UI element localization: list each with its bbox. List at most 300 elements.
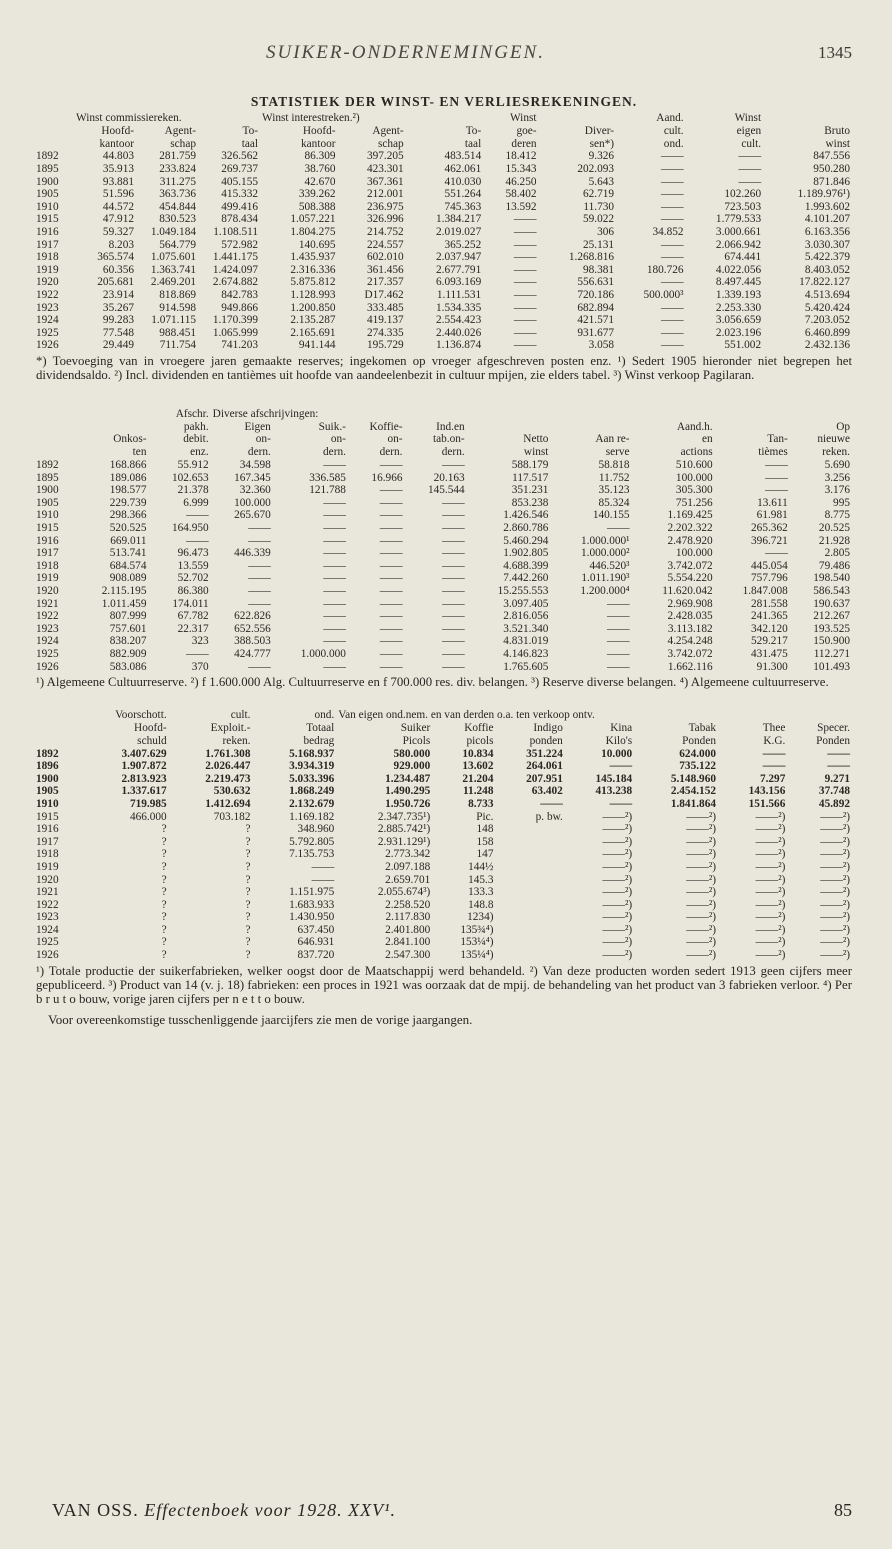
value-cell: 135¼⁴)	[460, 949, 494, 962]
profit-loss-table	[36, 112, 852, 352]
value-cell: ——	[765, 547, 788, 560]
value-cell: 3.176	[824, 484, 850, 497]
table1-notes	[36, 354, 852, 382]
value-cell: 508.388	[298, 200, 336, 213]
value-cell: 1234)	[467, 911, 494, 924]
value-cell: ——	[311, 860, 335, 873]
value-cell: 281.759	[159, 150, 196, 163]
table3-column-header	[36, 709, 74, 722]
value-cell: 682.894	[577, 301, 615, 314]
table-row	[36, 302, 852, 315]
value-cell: 212.267	[813, 610, 850, 623]
table1-column-header	[539, 112, 617, 125]
advances-production-table	[36, 709, 852, 961]
table2-note: ¹) Algemeene Cultuurreserve. ²) f 1.600.000 Alg. Cultuurreserve en f 700.000 res. div. belangen. ³) Reserve diverse belangen. ⁴) Algemeene cultuurreserve.	[36, 675, 829, 690]
value-cell: ——	[513, 288, 537, 301]
value-cell: 370	[191, 660, 209, 673]
value-cell: 413.238	[595, 785, 633, 798]
table-row	[36, 264, 852, 277]
value-cell: 145.184	[595, 772, 633, 785]
value-cell: ——²)	[820, 911, 850, 924]
value-cell: 745.363	[444, 200, 482, 213]
table1-column-header: ond.	[663, 137, 684, 150]
value-cell: ——	[513, 314, 537, 327]
running-header	[36, 42, 852, 86]
value-cell: 2.547.300	[385, 949, 431, 962]
value-cell	[495, 861, 564, 874]
year-cell: 1892	[36, 150, 59, 163]
value-cell: 3.113.182	[667, 622, 713, 635]
table-row	[36, 899, 852, 912]
value-cell: ——	[442, 496, 465, 509]
value-cell: 143.156	[748, 785, 786, 798]
value-cell: 2.023.196	[715, 326, 762, 339]
table2-body	[36, 459, 852, 673]
value-cell: 2.931.129¹)	[377, 835, 431, 848]
closing-note: Voor overeenkomstige tusschenliggende jaarcijfers zie men de vorige jaargangen.	[48, 1011, 473, 1027]
table3-note: ¹) Totale productie der suikerfabrieken, welker oogst door de Maatschappij werd behandeld. ²) Van deze producten worden sedert 1913 geen cijfers meer gepubliceerd. ³) Product van 14 (v. j. 18) fabrieken: een proces in 1921 was oorzaak dat de mpij. de behandeling van het product van 3 fabrieken verloor. ⁴) Per b r u t o bouw, vorige jaren cijfers per n e t t o bouw.	[36, 963, 852, 1006]
table2-header-row	[36, 433, 852, 446]
table1-title: STATISTIEK DER WINST- EN VERLIESREKENINGEN.	[250, 94, 638, 109]
table3-body	[36, 748, 852, 962]
value-cell: 7.203.052	[804, 314, 850, 327]
value-cell: 1.000.000¹	[580, 534, 630, 547]
table2-column-header: en	[701, 433, 713, 446]
value-cell: 102.260	[724, 188, 762, 201]
value-cell: ——	[827, 760, 850, 773]
value-cell: 202.093	[577, 162, 615, 175]
table2-column-header: tièmes	[758, 446, 788, 459]
table3-column-header: Ponden	[682, 734, 716, 747]
value-cell: ——	[660, 326, 684, 339]
table3-column-header: bedrag	[303, 734, 335, 747]
value-cell: ——	[765, 459, 788, 472]
value-cell: 551.002	[724, 339, 762, 352]
value-cell: ——	[606, 610, 630, 623]
table-row	[36, 661, 852, 674]
value-cell: 3.030.307	[804, 238, 850, 251]
table-row	[36, 484, 852, 497]
table1-column-header: Aand.	[656, 112, 684, 124]
value-cell: 1.234.487	[385, 772, 431, 785]
value-cell: ——	[765, 471, 788, 484]
value-cell: 1.761.308	[205, 747, 251, 760]
year-cell: 1905	[36, 188, 59, 201]
value-cell: ——	[738, 175, 762, 188]
value-cell: 38.760	[304, 162, 336, 175]
value-cell: 499.416	[221, 200, 258, 213]
value-cell: 148.8	[468, 898, 494, 911]
value-cell: 1.169.182	[289, 810, 335, 823]
value-cell: 757.601	[109, 622, 147, 635]
value-cell: 1.200.850	[290, 301, 336, 314]
table2-column-header: Onkos-	[113, 433, 147, 446]
value-cell: ——	[513, 339, 537, 352]
value-cell: 2.135.287	[290, 314, 336, 327]
value-cell: ——	[323, 534, 346, 547]
value-cell: ——	[186, 647, 209, 660]
table3-column-header: Tabak	[688, 721, 716, 734]
value-cell: 100.000	[675, 471, 713, 484]
value-cell: 2.454.152	[670, 785, 716, 798]
table1-column-header: goe-	[516, 124, 537, 137]
table-row	[36, 226, 852, 239]
value-cell: 2.132.679	[289, 797, 335, 810]
value-cell: 410.030	[444, 175, 482, 188]
value-cell: ——²)	[755, 886, 786, 899]
table2-column-header: on-	[255, 433, 271, 446]
table3-column-header: Kilo's	[605, 734, 633, 747]
year-cell: 1915	[36, 213, 59, 226]
value-cell: 466.000	[129, 810, 167, 823]
value-cell: 723.503	[724, 200, 762, 213]
value-cell: ——	[442, 635, 465, 648]
value-cell: 842.783	[221, 288, 258, 301]
value-cell: 2.813.923	[121, 772, 167, 785]
value-cell: ?	[161, 923, 167, 936]
table2-column-header: on-	[330, 433, 346, 446]
value-cell: 214.752	[366, 225, 404, 238]
value-cell: 1.412.694	[205, 797, 251, 810]
value-cell: 100.000	[675, 547, 713, 560]
value-cell: ——	[379, 534, 403, 547]
value-cell: 7.442.260	[503, 572, 549, 585]
value-cell: ——²)	[686, 810, 716, 823]
value-cell: ——	[442, 459, 465, 472]
value-cell: 2.969.908	[667, 597, 713, 610]
value-cell: 305.300	[675, 484, 713, 497]
value-cell: 415.332	[221, 188, 258, 201]
value-cell: 2.478.920	[667, 534, 713, 547]
value-cell: ?	[161, 911, 167, 924]
value-cell: 158	[476, 835, 494, 848]
table-row	[36, 836, 852, 849]
table1-column-header: Agent-	[164, 124, 196, 137]
value-cell: 1.011.459	[101, 597, 147, 610]
table2-column-header: Suik.-	[318, 420, 346, 433]
value-cell: 15.343	[505, 162, 537, 175]
value-cell: ——	[442, 647, 465, 660]
value-cell: ——²)	[755, 810, 786, 823]
table1-column-header: Hoofd-	[101, 124, 134, 137]
value-cell: ?	[161, 848, 167, 861]
year-cell: 1920	[36, 276, 59, 289]
year-cell: 1923	[36, 301, 59, 314]
value-cell: 4.022.056	[715, 263, 762, 276]
value-cell	[495, 886, 564, 899]
value-cell: ?	[161, 949, 167, 962]
value-cell: 1.435.937	[290, 251, 336, 264]
value-cell: 2.219.473	[205, 772, 251, 785]
value-cell: 995	[833, 496, 850, 509]
value-cell: 1.268.816	[568, 251, 615, 264]
value-cell: 586.543	[813, 585, 850, 598]
value-cell: 3.097.405	[503, 597, 549, 610]
value-cell: 1.765.605	[503, 660, 549, 673]
table-row	[36, 585, 852, 598]
value-cell: 9.271	[824, 772, 850, 785]
year-cell: 1919	[36, 263, 59, 276]
value-cell: 34.852	[652, 225, 684, 238]
value-cell: ——	[513, 225, 537, 238]
value-cell: 2.885.742¹)	[377, 823, 431, 836]
table3-column-header: K.G.	[763, 734, 786, 747]
value-cell: ——	[660, 251, 684, 264]
value-cell: 551.264	[444, 188, 482, 201]
value-cell: 830.523	[159, 213, 196, 226]
value-cell: 93.881	[102, 175, 134, 188]
value-cell: 167.345	[234, 471, 271, 484]
value-cell: 622.826	[234, 610, 271, 623]
table3-column-header: picols	[466, 734, 494, 747]
value-cell: 929.000	[393, 760, 431, 773]
value-cell: 908.089	[109, 572, 147, 585]
year-cell: 1900	[36, 175, 59, 188]
value-cell: 988.451	[159, 326, 196, 339]
value-cell: 147	[476, 848, 494, 861]
value-cell: 847.556	[813, 150, 850, 163]
table2-column-header: enz.	[190, 446, 209, 459]
value-cell: 10.834	[462, 747, 494, 760]
value-cell: 949.866	[221, 301, 258, 314]
value-cell: 4.254.248	[667, 635, 713, 648]
year-cell: 1900	[36, 484, 59, 497]
value-cell	[495, 899, 564, 912]
table1-header-row	[36, 112, 852, 125]
value-cell: 15.255.553	[497, 585, 549, 598]
value-cell: 807.999	[109, 610, 147, 623]
year-cell: 1919	[36, 860, 59, 873]
value-cell: 59.022	[582, 213, 615, 226]
table3-column-header: Totaal	[306, 721, 335, 734]
value-cell: ——²)	[602, 860, 633, 873]
value-cell	[495, 836, 564, 849]
value-cell: 1.169.425	[667, 509, 713, 522]
value-cell: 207.951	[526, 772, 563, 785]
value-cell: 2.026.447	[205, 760, 251, 773]
value-cell: 446.339	[234, 547, 271, 560]
value-cell: 530.632	[213, 785, 251, 798]
table2-column-header: serve	[605, 446, 630, 459]
value-cell: 99.283	[102, 314, 134, 327]
table1-note: *) Toevoeging van in vroegere jaren gemaakte reserves; ingekomen op vroeger afgeschreven posten enz. ¹) Sedert 1905 hieronder niet begrepen het dividendsaldo. ²) Incl. dividenden en tantièmes uit hoofde van aandeelenbezit in cultuur mpijen, zie elders tabel. ³) Winst verkoop Pagilaran.	[36, 353, 852, 382]
value-cell: 63.402	[531, 785, 563, 798]
table-row	[36, 610, 852, 623]
value-cell: ?	[245, 823, 251, 836]
value-cell: ——	[827, 747, 850, 760]
value-cell: ?	[245, 949, 251, 962]
value-cell: 17.822.127	[799, 276, 850, 289]
value-cell: 1.108.511	[213, 225, 258, 238]
table2-column-header: Afschr.	[175, 407, 209, 420]
value-cell: 10.000	[601, 747, 633, 760]
table1-column-header: Winst commissiereken.	[76, 112, 182, 124]
value-cell: 86.309	[304, 150, 336, 163]
value-cell: ——	[379, 622, 403, 635]
value-cell: 85.324	[598, 496, 630, 509]
value-cell: ——²)	[755, 848, 786, 861]
table-row	[36, 949, 852, 962]
value-cell: ——	[738, 150, 762, 163]
value-cell: ——²)	[820, 860, 850, 873]
value-cell: 336.585	[309, 471, 346, 484]
footer-source-volume: XXV¹.	[348, 1500, 397, 1520]
value-cell: 8.203	[108, 238, 134, 251]
value-cell: ——	[609, 760, 633, 773]
table-row	[36, 459, 852, 472]
value-cell: ——	[186, 534, 209, 547]
value-cell: 5.643	[588, 175, 615, 188]
value-cell: ——²)	[820, 835, 850, 848]
value-cell: ——	[606, 597, 630, 610]
value-cell: 4.513.694	[804, 288, 850, 301]
value-cell: 193.525	[813, 622, 850, 635]
value-cell: ——	[442, 559, 465, 572]
value-cell: ——²)	[755, 873, 786, 886]
value-cell: ——²)	[686, 823, 716, 836]
value-cell: 388.503	[234, 635, 271, 648]
value-cell: 20.525	[818, 522, 850, 535]
table-row	[36, 339, 852, 352]
value-cell: 674.441	[724, 251, 762, 264]
value-cell: ——	[442, 547, 465, 560]
value-cell: 233.824	[159, 162, 196, 175]
value-cell: 100.000	[234, 496, 271, 509]
value-cell: 348.960	[297, 823, 335, 836]
table3-header	[36, 709, 852, 747]
running-title: SUIKER-ONDERNEMINGEN.	[266, 42, 545, 63]
year-cell: 1925	[36, 647, 59, 660]
value-cell: 711.754	[159, 339, 196, 352]
year-cell: 1924	[36, 635, 59, 648]
table1-header-row	[36, 125, 852, 138]
year-cell: 1917	[36, 547, 59, 560]
value-cell: 11.248	[463, 785, 494, 798]
value-cell: 51.596	[102, 188, 134, 201]
value-cell: 941.144	[298, 339, 336, 352]
value-cell: 421.571	[577, 314, 615, 327]
value-cell: ——²)	[686, 873, 716, 886]
footer-source-prefix: VAN OSS.	[52, 1500, 139, 1520]
value-cell: ——	[379, 647, 403, 660]
value-cell: 396.721	[751, 534, 788, 547]
value-cell: ——	[323, 660, 346, 673]
year-cell: 1918	[36, 251, 59, 264]
value-cell: 133.3	[468, 886, 494, 899]
value-cell: ——	[323, 622, 346, 635]
value-cell: ——	[660, 238, 684, 251]
table2-column-header: ten	[132, 446, 147, 459]
value-cell: 2.432.136	[804, 339, 850, 352]
value-cell: ——	[379, 572, 403, 585]
table2-header-row	[36, 446, 852, 459]
value-cell: 3.056.659	[715, 314, 762, 327]
year-cell: 1920	[36, 873, 59, 886]
value-cell: 397.205	[366, 150, 404, 163]
value-cell: ——²)	[602, 923, 633, 936]
value-cell: ——	[248, 660, 271, 673]
value-cell: ——²)	[602, 810, 633, 823]
value-cell: 21.378	[177, 484, 209, 497]
value-cell: ?	[161, 886, 167, 899]
footer-source	[36, 1500, 396, 1521]
value-cell: 112.271	[813, 647, 850, 660]
value-cell: 483.514	[444, 150, 482, 163]
table-row	[36, 289, 852, 302]
value-cell: 150.900	[813, 635, 850, 648]
value-cell: ——²)	[820, 949, 850, 962]
value-cell: 42.670	[304, 175, 336, 188]
value-cell: ——	[442, 597, 465, 610]
value-cell: 1.868.249	[289, 785, 335, 798]
value-cell: ——	[513, 238, 537, 251]
value-cell: ——	[323, 635, 346, 648]
value-cell: 7.135.753	[289, 848, 335, 861]
table2-column-header: actions	[680, 446, 713, 459]
value-cell: ——	[660, 213, 684, 226]
year-cell: 1917	[36, 835, 59, 848]
value-cell: 446.520³	[589, 559, 630, 572]
value-cell: 1.950.726	[385, 797, 431, 810]
value-cell: 2.659.701	[385, 873, 431, 886]
value-cell: ——²)	[755, 835, 786, 848]
value-cell: ?	[161, 873, 167, 886]
year-cell: 1917	[36, 238, 59, 251]
value-cell	[495, 848, 564, 861]
value-cell: 500.000³	[643, 288, 684, 301]
table-row	[36, 522, 852, 535]
value-cell: 1.534.335	[436, 301, 482, 314]
value-cell: 757.796	[751, 572, 788, 585]
value-cell: 580.000	[393, 747, 431, 760]
table-row	[36, 760, 852, 773]
value-cell: ——²)	[602, 835, 633, 848]
value-cell: 217.357	[366, 276, 404, 289]
table-row	[36, 163, 852, 176]
value-cell: 1.075.601	[150, 251, 196, 264]
table2-column-header	[74, 408, 148, 421]
value-cell: D17.462	[364, 288, 404, 301]
value-cell: 556.631	[577, 276, 615, 289]
value-cell: ——	[379, 459, 403, 472]
value-cell: 1.000.000	[300, 647, 346, 660]
table1-column-header	[763, 112, 852, 125]
value-cell: 4.146.823	[503, 647, 549, 660]
value-cell: 1.339.193	[715, 288, 762, 301]
table3-column-header	[36, 722, 74, 735]
value-cell: 11.752	[598, 471, 630, 484]
year-cell: 1924	[36, 923, 59, 936]
value-cell: 2.037.947	[436, 251, 482, 264]
value-cell: 2.773.342	[385, 848, 431, 861]
value-cell: 2.469.201	[150, 276, 196, 289]
table3-column-header: Hoofd-	[134, 721, 167, 734]
year-cell: 1926	[36, 949, 59, 962]
value-cell: ——²)	[686, 860, 716, 873]
value-cell: 5.168.937	[289, 747, 335, 760]
value-cell: 5.875.812	[290, 276, 336, 289]
table2-column-header: winst	[523, 446, 549, 459]
value-cell: 1.065.999	[212, 326, 258, 339]
table-row	[36, 648, 852, 661]
value-cell: 1.804.275	[290, 225, 336, 238]
value-cell: ——	[379, 635, 403, 648]
table3-column-header: ponden	[529, 734, 563, 747]
year-cell: 1921	[36, 597, 59, 610]
value-cell: ——²)	[686, 936, 716, 949]
value-cell: 37.748	[818, 785, 850, 798]
value-cell: ——	[442, 622, 465, 635]
